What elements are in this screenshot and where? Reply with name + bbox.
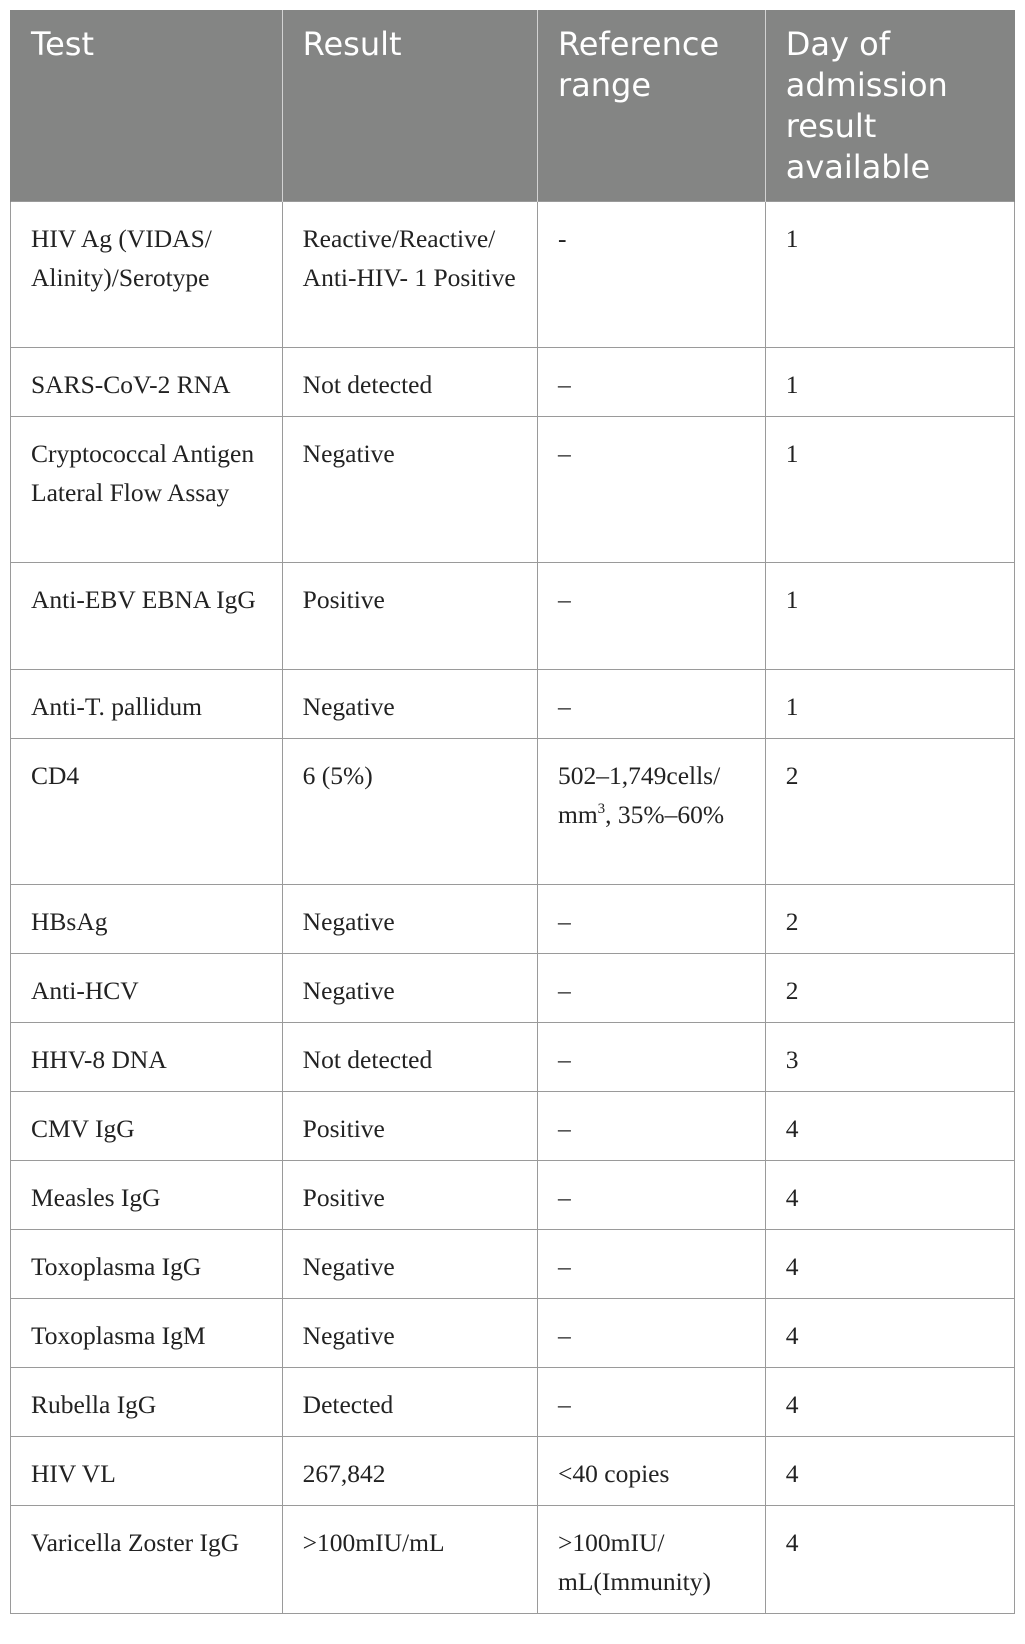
cell-test: CD4 <box>11 739 283 885</box>
cell-test: Anti-HCV <box>11 954 283 1023</box>
cell-test: Anti-T. pallidum <box>11 670 283 739</box>
cell-day: 4 <box>765 1092 1014 1161</box>
cell-day: 1 <box>765 348 1014 417</box>
cell-range <box>538 739 766 885</box>
cell-result: Positive <box>282 1092 537 1161</box>
cell-day: 3 <box>765 1023 1014 1092</box>
table-row <box>11 1437 1015 1506</box>
table-row <box>11 1230 1015 1299</box>
cell-day: 4 <box>765 1161 1014 1230</box>
cell-day: 1 <box>765 563 1014 670</box>
cell-day: 4 <box>765 1299 1014 1368</box>
cell-range: <40 copies <box>538 1437 766 1506</box>
cell-result: Positive <box>282 1161 537 1230</box>
cell-range: – <box>538 670 766 739</box>
cell-range: - <box>538 202 766 348</box>
cell-range: – <box>538 885 766 954</box>
table-row <box>11 670 1015 739</box>
cell-day: 4 <box>765 1230 1014 1299</box>
cell-range: – <box>538 348 766 417</box>
cell-range: – <box>538 954 766 1023</box>
cell-day: 2 <box>765 885 1014 954</box>
range-text: 502–1,749cells/ mm <box>558 761 721 829</box>
cell-range: – <box>538 1230 766 1299</box>
cell-range: >100mIU/ mL(Immunity) <box>538 1506 766 1614</box>
cell-range: – <box>538 1299 766 1368</box>
cell-range: – <box>538 563 766 670</box>
table-row <box>11 1299 1015 1368</box>
cell-day: 4 <box>765 1368 1014 1437</box>
header-test: Test <box>11 10 283 202</box>
table-row <box>11 417 1015 563</box>
cell-range: – <box>538 417 766 563</box>
table-row <box>11 954 1015 1023</box>
table-row <box>11 348 1015 417</box>
cell-result: Negative <box>282 885 537 954</box>
cell-result: Detected <box>282 1368 537 1437</box>
cell-test: Anti-EBV EBNA IgG <box>11 563 283 670</box>
table-row <box>11 1368 1015 1437</box>
cell-day: 2 <box>765 739 1014 885</box>
cell-day: 1 <box>765 202 1014 348</box>
table-header-row <box>11 10 1015 202</box>
table-row <box>11 1161 1015 1230</box>
table-row <box>11 739 1015 885</box>
table-row <box>11 1092 1015 1161</box>
cell-result: Negative <box>282 1230 537 1299</box>
cell-result: Negative <box>282 954 537 1023</box>
cell-range: – <box>538 1023 766 1092</box>
cell-result: Negative <box>282 670 537 739</box>
cell-test: HHV-8 DNA <box>11 1023 283 1092</box>
cell-test: HIV Ag (VIDAS/ Alinity)/Serotype <box>11 202 283 348</box>
cell-test: Toxoplasma IgG <box>11 1230 283 1299</box>
cell-test: SARS-CoV-2 RNA <box>11 348 283 417</box>
cell-day: 2 <box>765 954 1014 1023</box>
cell-result: Reactive/Reactive/ Anti-HIV- 1 Positive <box>282 202 537 348</box>
table-row <box>11 1506 1015 1614</box>
header-reference-range: Reference range <box>538 10 766 202</box>
table-row <box>11 202 1015 348</box>
table-row <box>11 1023 1015 1092</box>
cell-result: Not detected <box>282 1023 537 1092</box>
cell-test: Varicella Zoster IgG <box>11 1506 283 1614</box>
cell-result: Not detected <box>282 348 537 417</box>
cell-day: 1 <box>765 670 1014 739</box>
cell-test: Rubella IgG <box>11 1368 283 1437</box>
cell-range: – <box>538 1368 766 1437</box>
cell-test: CMV IgG <box>11 1092 283 1161</box>
cell-test: Toxoplasma IgM <box>11 1299 283 1368</box>
range-text-suffix: , 35%–60% <box>605 800 725 829</box>
header-day-available: Day of admission result available <box>765 10 1014 202</box>
cell-range: – <box>538 1161 766 1230</box>
cell-result: 6 (5%) <box>282 739 537 885</box>
cell-day: 4 <box>765 1506 1014 1614</box>
cell-result: >100mIU/mL <box>282 1506 537 1614</box>
superscript-exponent: 3 <box>597 801 606 817</box>
cell-range: – <box>538 1092 766 1161</box>
cell-result: 267,842 <box>282 1437 537 1506</box>
cell-result: Positive <box>282 563 537 670</box>
cell-test: Cryptococcal Antigen Lateral Flow Assay <box>11 417 283 563</box>
cell-result: Negative <box>282 1299 537 1368</box>
cell-test: HBsAg <box>11 885 283 954</box>
lab-results-table <box>10 10 1015 1614</box>
cell-test: HIV VL <box>11 1437 283 1506</box>
cell-test: Measles IgG <box>11 1161 283 1230</box>
header-result: Result <box>282 10 537 202</box>
table-row <box>11 885 1015 954</box>
cell-result: Negative <box>282 417 537 563</box>
cell-day: 4 <box>765 1437 1014 1506</box>
table-row <box>11 563 1015 670</box>
cell-day: 1 <box>765 417 1014 563</box>
